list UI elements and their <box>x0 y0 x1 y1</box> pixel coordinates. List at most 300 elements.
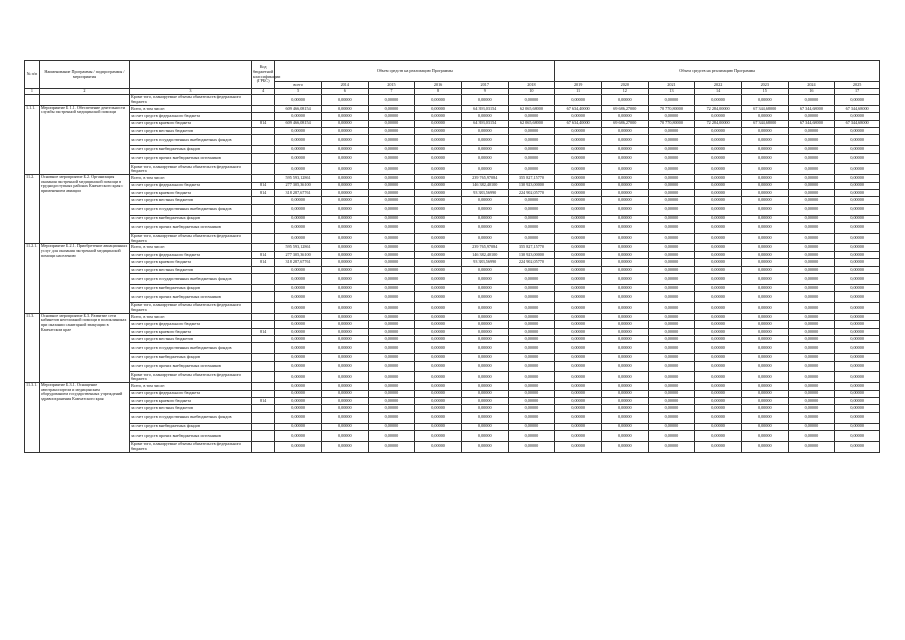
amount-cell: 0,00000 <box>368 175 415 182</box>
amount-cell: 0,00000 <box>741 372 788 383</box>
amount-cell: 0,00000 <box>648 189 695 196</box>
amount-cell: 0,00000 <box>741 343 788 354</box>
amount-cell: 0,00000 <box>741 274 788 285</box>
budget-code <box>251 441 274 452</box>
funding-source: за счет средств государственных внебюджетных фондов <box>129 274 251 285</box>
amount-cell: 0,00000 <box>695 303 742 314</box>
amount-cell: 0,00000 <box>835 251 880 258</box>
amount-cell: 0,00000 <box>508 328 555 335</box>
amount-cell: 0,00000 <box>601 113 648 120</box>
amount-cell: 0,00000 <box>415 95 462 106</box>
amount-cell: 0,00000 <box>461 233 508 244</box>
funding-source: Всего, в том числе: <box>129 383 251 390</box>
program-funding-table-page <box>24 60 880 453</box>
table-row <box>25 233 880 244</box>
amount-cell: 0,00000 <box>461 343 508 354</box>
amount-cell: 62 065,68000 <box>508 105 555 112</box>
amount-cell: 0,00000 <box>368 113 415 120</box>
amount-cell: 0,00000 <box>275 423 322 430</box>
header-col-name: Наименование Программы / подпрограммы / мероприятия <box>39 61 129 89</box>
table-row <box>25 430 880 441</box>
table-row <box>25 266 880 273</box>
amount-cell: 0,00000 <box>601 189 648 196</box>
amount-cell: 0,00000 <box>695 164 742 175</box>
amount-cell: 0,00000 <box>648 372 695 383</box>
amount-cell: 0,00000 <box>835 204 880 215</box>
amount-cell: 0,00000 <box>461 361 508 372</box>
amount-cell: 0,00000 <box>275 354 322 361</box>
header-year: 2023 <box>741 82 788 89</box>
amount-cell: 0,00000 <box>741 321 788 328</box>
amount-cell: 0,00000 <box>415 343 462 354</box>
amount-cell: 0,00000 <box>835 135 880 146</box>
amount-cell: 0,00000 <box>601 405 648 412</box>
amount-cell: 0,00000 <box>275 284 322 291</box>
amount-cell: 0,00000 <box>415 405 462 412</box>
amount-cell: 0,00000 <box>695 175 742 182</box>
amount-cell: 0,00000 <box>648 336 695 343</box>
funding-source: за счет средств государственных внебюджетных фондов <box>129 412 251 423</box>
funding-source: Всего, в том числе: <box>129 105 251 112</box>
budget-code <box>251 313 274 320</box>
amount-cell: 0,00000 <box>508 197 555 204</box>
budget-code <box>251 336 274 343</box>
column-number: 11 <box>555 89 602 95</box>
table-row <box>25 127 880 134</box>
budget-code: 814 <box>251 120 274 127</box>
table-row <box>25 303 880 314</box>
header-year: 2018 <box>508 82 555 89</box>
amount-cell: 0,00000 <box>555 284 602 291</box>
funding-source: за счет средств краевого бюджета <box>129 259 251 266</box>
activity-name <box>39 95 129 106</box>
amount-cell: 0,00000 <box>695 383 742 390</box>
header-year: 2025 <box>835 82 880 89</box>
column-number: 6 <box>321 89 368 95</box>
amount-cell: 0,00000 <box>415 175 462 182</box>
amount-cell: 0,00000 <box>415 244 462 251</box>
column-number: 1 <box>25 89 40 95</box>
budget-code <box>251 284 274 291</box>
amount-cell: 0,00000 <box>601 397 648 404</box>
table-row <box>25 251 880 258</box>
amount-cell: 0,00000 <box>461 383 508 390</box>
amount-cell: 0,00000 <box>461 292 508 303</box>
amount-cell: 0,00000 <box>648 405 695 412</box>
amount-cell: 0,00000 <box>835 292 880 303</box>
amount-cell: 0,00000 <box>415 284 462 291</box>
amount-cell: 0,00000 <box>648 274 695 285</box>
amount-cell: 0,00000 <box>415 292 462 303</box>
table-row <box>25 215 880 222</box>
amount-cell: 0,00000 <box>695 412 742 423</box>
amount-cell: 0,00000 <box>555 127 602 134</box>
amount-cell: 0,00000 <box>788 412 835 423</box>
amount-cell: 0,00000 <box>555 313 602 320</box>
amount-cell: 0,00000 <box>461 441 508 452</box>
amount-cell: 0,00000 <box>321 274 368 285</box>
amount-cell: 0,00000 <box>788 321 835 328</box>
amount-cell: 67 344,68000 <box>788 120 835 127</box>
amount-cell: 0,00000 <box>321 95 368 106</box>
amount-cell: 0,00000 <box>461 95 508 106</box>
amount-cell: 0,00000 <box>415 383 462 390</box>
amount-cell: 0,00000 <box>788 113 835 120</box>
amount-cell: 0,00000 <box>788 354 835 361</box>
amount-cell: 72 284,00000 <box>695 105 742 112</box>
amount-cell: 0,00000 <box>275 383 322 390</box>
amount-cell: 0,00000 <box>648 383 695 390</box>
amount-cell: 0,00000 <box>321 397 368 404</box>
amount-cell: 0,00000 <box>415 321 462 328</box>
amount-cell: 0,00000 <box>835 244 880 251</box>
table-row <box>25 259 880 266</box>
amount-cell: 0,00000 <box>461 405 508 412</box>
amount-cell: 0,00000 <box>508 146 555 153</box>
amount-cell: 0,00000 <box>508 423 555 430</box>
amount-cell: 0,00000 <box>695 204 742 215</box>
amount-cell: 0,00000 <box>835 215 880 222</box>
budget-code <box>251 372 274 383</box>
amount-cell: 0,00000 <box>601 441 648 452</box>
amount-cell: 0,00000 <box>415 441 462 452</box>
amount-cell: 0,00000 <box>461 215 508 222</box>
amount-cell: 0,00000 <box>555 164 602 175</box>
amount-cell: 318 287,67761 <box>275 259 322 266</box>
amount-cell: 67 344,68000 <box>788 105 835 112</box>
funding-source: за счет средств местных бюджетов <box>129 197 251 204</box>
amount-cell: 0,00000 <box>275 372 322 383</box>
header-group-right: Объем средств на реализацию Программы <box>555 61 880 82</box>
amount-cell: 0,00000 <box>415 390 462 397</box>
activity-name: Мероприятие Б.2.1. Приобретение авиационных услуг для оказания экстренной медицинской помощи населению <box>39 244 129 313</box>
amount-cell: 0,00000 <box>508 354 555 361</box>
amount-cell: 0,00000 <box>508 383 555 390</box>
amount-cell: 0,00000 <box>741 361 788 372</box>
amount-cell: 0,00000 <box>415 361 462 372</box>
amount-cell: 0,00000 <box>321 328 368 335</box>
amount-cell: 0,00000 <box>555 251 602 258</box>
amount-cell: 0,00000 <box>508 127 555 134</box>
amount-cell: 0,00000 <box>508 441 555 452</box>
amount-cell: 0,00000 <box>321 303 368 314</box>
amount-cell: 0,00000 <box>275 328 322 335</box>
amount-cell: 0,00000 <box>368 204 415 215</box>
amount-cell: 0,00000 <box>555 303 602 314</box>
amount-cell: 0,00000 <box>741 328 788 335</box>
amount-cell: 130 923,00000 <box>508 251 555 258</box>
amount-cell: 0,00000 <box>508 430 555 441</box>
amount-cell: 0,00000 <box>788 441 835 452</box>
activity-name: Мероприятие Б 1.1. Обеспечение деятельности службы экстренной медицинской помощи <box>39 105 129 174</box>
column-number: 10 <box>508 89 555 95</box>
amount-cell: 0,00000 <box>788 182 835 189</box>
amount-cell: 0,00000 <box>601 336 648 343</box>
amount-cell: 277 305,36100 <box>275 251 322 258</box>
amount-cell: 0,00000 <box>648 135 695 146</box>
amount-cell: 0,00000 <box>461 127 508 134</box>
budget-code <box>251 292 274 303</box>
table-row <box>25 197 880 204</box>
amount-cell: 0,00000 <box>321 383 368 390</box>
amount-cell: 0,00000 <box>415 259 462 266</box>
amount-cell: 0,00000 <box>321 423 368 430</box>
amount-cell: 0,00000 <box>601 127 648 134</box>
amount-cell: 0,00000 <box>321 189 368 196</box>
amount-cell: 0,00000 <box>695 222 742 233</box>
amount-cell: 0,00000 <box>788 390 835 397</box>
amount-cell: 224 902,05770 <box>508 189 555 196</box>
header-year: 2021 <box>648 82 695 89</box>
amount-cell: 0,00000 <box>275 135 322 146</box>
amount-cell: 0,00000 <box>835 127 880 134</box>
amount-cell: 0,00000 <box>648 412 695 423</box>
amount-cell: 0,00000 <box>788 405 835 412</box>
amount-cell: 0,00000 <box>601 251 648 258</box>
amount-cell: 0,00000 <box>368 266 415 273</box>
table-row <box>25 120 880 127</box>
amount-cell: 0,00000 <box>368 233 415 244</box>
budget-code <box>251 423 274 430</box>
amount-cell: 0,00000 <box>555 153 602 164</box>
amount-cell: 0,00000 <box>368 328 415 335</box>
amount-cell: 0,00000 <box>741 222 788 233</box>
amount-cell: 355 827,15770 <box>508 244 555 251</box>
amount-cell: 0,00000 <box>321 321 368 328</box>
amount-cell: 0,00000 <box>555 266 602 273</box>
amount-cell: 0,00000 <box>741 153 788 164</box>
amount-cell: 0,00000 <box>555 441 602 452</box>
amount-cell: 0,00000 <box>275 397 322 404</box>
amount-cell: 0,00000 <box>835 441 880 452</box>
amount-cell: 0,00000 <box>695 390 742 397</box>
amount-cell: 0,00000 <box>601 361 648 372</box>
amount-cell: 0,00000 <box>835 113 880 120</box>
amount-cell: 0,00000 <box>648 259 695 266</box>
budget-code: 814 <box>251 189 274 196</box>
amount-cell: 0,00000 <box>695 127 742 134</box>
funding-source: за счет средств государственных внебюджетных фондов <box>129 135 251 146</box>
amount-cell: 0,00000 <box>695 372 742 383</box>
amount-cell: 0,00000 <box>555 146 602 153</box>
budget-code <box>251 274 274 285</box>
amount-cell: 0,00000 <box>555 204 602 215</box>
funding-source: Всего, в том числе: <box>129 175 251 182</box>
amount-cell: 0,00000 <box>275 222 322 233</box>
amount-cell: 0,00000 <box>275 303 322 314</box>
amount-cell: 0,00000 <box>648 197 695 204</box>
amount-cell: 277 305,36100 <box>275 182 322 189</box>
amount-cell: 0,00000 <box>741 251 788 258</box>
amount-cell: 0,00000 <box>321 390 368 397</box>
table-row <box>25 274 880 285</box>
amount-cell: 0,00000 <box>601 343 648 354</box>
amount-cell: 0,00000 <box>741 383 788 390</box>
amount-cell: 0,00000 <box>788 146 835 153</box>
budget-code: 814 <box>251 259 274 266</box>
amount-cell: 0,00000 <box>461 354 508 361</box>
amount-cell: 0,00000 <box>695 251 742 258</box>
amount-cell: 0,00000 <box>321 204 368 215</box>
table-row <box>25 292 880 303</box>
amount-cell: 0,00000 <box>321 259 368 266</box>
amount-cell: 0,00000 <box>835 412 880 423</box>
amount-cell: 0,00000 <box>508 266 555 273</box>
amount-cell: 0,00000 <box>788 244 835 251</box>
amount-cell: 0,00000 <box>321 284 368 291</box>
row-number <box>25 95 40 106</box>
amount-cell: 0,00000 <box>508 113 555 120</box>
amount-cell: 0,00000 <box>321 182 368 189</box>
amount-cell: 69 686,27000 <box>601 120 648 127</box>
budget-code <box>251 204 274 215</box>
amount-cell: 0,00000 <box>508 215 555 222</box>
funding-source: за счет средств государственных внебюджетных фондов <box>129 343 251 354</box>
amount-cell: 0,00000 <box>368 284 415 291</box>
amount-cell: 0,00000 <box>555 343 602 354</box>
amount-cell: 609 466,08154 <box>275 105 322 112</box>
amount-cell: 0,00000 <box>555 274 602 285</box>
amount-cell: 0,00000 <box>601 303 648 314</box>
program-funding-table <box>24 60 880 453</box>
amount-cell: 0,00000 <box>368 390 415 397</box>
table-row <box>25 441 880 452</box>
amount-cell: 0,00000 <box>695 113 742 120</box>
funding-source: за счет средств местных бюджетов <box>129 266 251 273</box>
amount-cell: 0,00000 <box>601 423 648 430</box>
amount-cell: 0,00000 <box>321 313 368 320</box>
table-row <box>25 354 880 361</box>
amount-cell: 0,00000 <box>695 328 742 335</box>
funding-source: за счет средств федерального бюджета <box>129 390 251 397</box>
amount-cell: 0,00000 <box>415 127 462 134</box>
amount-cell: 0,00000 <box>788 430 835 441</box>
amount-cell: 0,00000 <box>695 233 742 244</box>
budget-code <box>251 343 274 354</box>
amount-cell: 0,00000 <box>461 266 508 273</box>
amount-cell: 0,00000 <box>835 372 880 383</box>
amount-cell: 0,00000 <box>741 284 788 291</box>
amount-cell: 0,00000 <box>741 146 788 153</box>
amount-cell: 0,00000 <box>648 441 695 452</box>
amount-cell: 0,00000 <box>695 405 742 412</box>
amount-cell: 0,00000 <box>601 313 648 320</box>
amount-cell: 0,00000 <box>415 105 462 112</box>
amount-cell: 0,00000 <box>695 321 742 328</box>
amount-cell: 0,00000 <box>788 397 835 404</box>
amount-cell: 0,00000 <box>368 397 415 404</box>
amount-cell: 0,00000 <box>368 105 415 112</box>
amount-cell: 0,00000 <box>321 244 368 251</box>
column-number: 13 <box>648 89 695 95</box>
amount-cell: 0,00000 <box>835 343 880 354</box>
amount-cell: 0,00000 <box>741 354 788 361</box>
amount-cell: 0,00000 <box>835 405 880 412</box>
amount-cell: 0,00000 <box>741 197 788 204</box>
amount-cell: 0,00000 <box>461 372 508 383</box>
budget-code <box>251 164 274 175</box>
amount-cell: 0,00000 <box>835 164 880 175</box>
amount-cell: 0,00000 <box>788 197 835 204</box>
amount-cell: 0,00000 <box>368 197 415 204</box>
amount-cell: 0,00000 <box>321 120 368 127</box>
amount-cell: 0,00000 <box>368 343 415 354</box>
amount-cell: 0,00000 <box>835 197 880 204</box>
amount-cell: 0,00000 <box>275 113 322 120</box>
amount-cell: 0,00000 <box>555 412 602 423</box>
amount-cell: 0,00000 <box>788 372 835 383</box>
amount-cell: 0,00000 <box>508 390 555 397</box>
funding-source: за счет средств краевого бюджета <box>129 120 251 127</box>
amount-cell: 0,00000 <box>788 423 835 430</box>
amount-cell: 0,00000 <box>648 266 695 273</box>
amount-cell: 0,00000 <box>601 153 648 164</box>
amount-cell: 0,00000 <box>695 313 742 320</box>
amount-cell: 0,00000 <box>368 135 415 146</box>
amount-cell: 0,00000 <box>648 215 695 222</box>
amount-cell: 0,00000 <box>648 113 695 120</box>
funding-source: за счет средств местных бюджетов <box>129 336 251 343</box>
amount-cell: 239 765,97084 <box>461 175 508 182</box>
amount-cell: 0,00000 <box>461 390 508 397</box>
amount-cell: 0,00000 <box>555 175 602 182</box>
budget-code <box>251 233 274 244</box>
amount-cell: 0,00000 <box>695 259 742 266</box>
amount-cell: 0,00000 <box>321 361 368 372</box>
amount-cell: 0,00000 <box>648 284 695 291</box>
amount-cell: 0,00000 <box>368 222 415 233</box>
amount-cell: 0,00000 <box>508 164 555 175</box>
amount-cell: 0,00000 <box>648 244 695 251</box>
activity-name: Основное мероприятие Б.2. Организация оказания экстренной медицинской помощи в труднодоступных районах Камчатского края с применением авиации <box>39 175 129 244</box>
budget-code <box>251 175 274 182</box>
amount-cell: 0,00000 <box>835 397 880 404</box>
amount-cell: 0,00000 <box>555 423 602 430</box>
amount-cell: 0,00000 <box>835 423 880 430</box>
amount-cell: 0,00000 <box>321 135 368 146</box>
amount-cell: 0,00000 <box>415 189 462 196</box>
amount-cell: 0,00000 <box>555 321 602 328</box>
amount-cell: 224 902,05770 <box>508 259 555 266</box>
funding-source: за счет средств внебюджетных фондов <box>129 284 251 291</box>
amount-cell: 0,00000 <box>415 313 462 320</box>
amount-cell: 0,00000 <box>321 430 368 441</box>
amount-cell: 0,00000 <box>275 164 322 175</box>
header-year: 2015 <box>368 82 415 89</box>
amount-cell: 0,00000 <box>741 215 788 222</box>
amount-cell: 0,00000 <box>835 328 880 335</box>
funding-source: за счет средств внебюджетных фондов <box>129 423 251 430</box>
budget-code <box>251 321 274 328</box>
amount-cell: 0,00000 <box>368 412 415 423</box>
table-row <box>25 343 880 354</box>
amount-cell: 0,00000 <box>415 204 462 215</box>
table-row <box>25 321 880 328</box>
amount-cell: 0,00000 <box>555 182 602 189</box>
amount-cell: 130 923,00000 <box>508 182 555 189</box>
amount-cell: 0,00000 <box>508 361 555 372</box>
amount-cell: 0,00000 <box>321 343 368 354</box>
amount-cell: 0,00000 <box>508 343 555 354</box>
amount-cell: 67 344,68000 <box>835 120 880 127</box>
amount-cell: 0,00000 <box>415 372 462 383</box>
amount-cell: 595 593,12861 <box>275 175 322 182</box>
amount-cell: 0,00000 <box>508 336 555 343</box>
row-number: 11.3. <box>25 313 40 382</box>
table-row <box>25 397 880 404</box>
funding-source: Кроме того, планируемые объемы обязательств федерального бюджета <box>129 164 251 175</box>
amount-cell: 0,00000 <box>695 343 742 354</box>
